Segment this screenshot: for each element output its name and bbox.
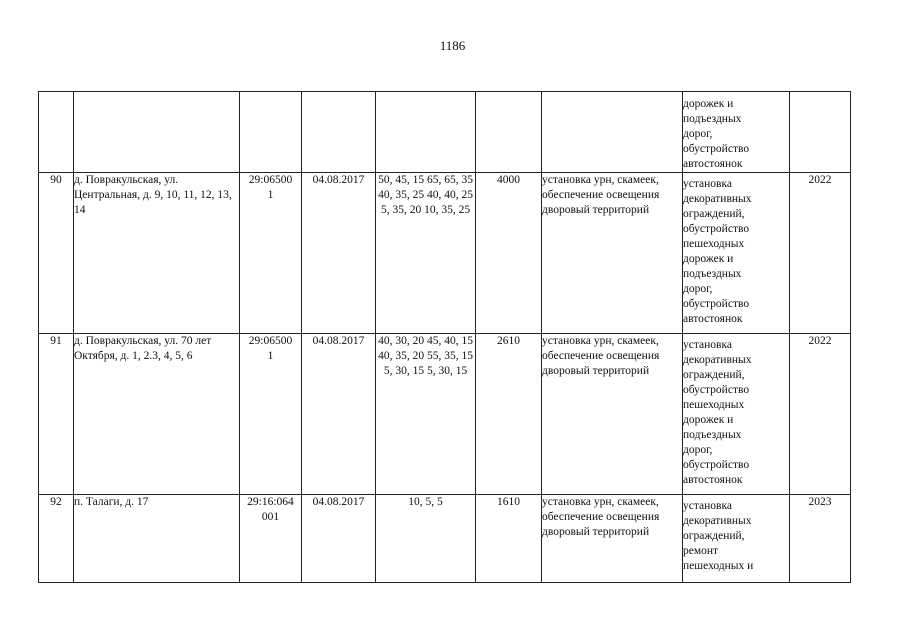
date-cell: 04.08.2017 <box>302 495 376 583</box>
cadastral-line: 29:16:064 <box>247 496 294 508</box>
table-row <box>39 173 851 334</box>
year-cell: 2022 <box>790 173 851 334</box>
area-cell: 2610 <box>476 334 542 495</box>
segments-cell <box>376 92 476 173</box>
additional-works-line: пешеходных <box>683 238 745 250</box>
cadastral-cell <box>240 495 302 583</box>
additional-works-line: автостоянок <box>683 158 743 170</box>
additional-works-line: пешеходных <box>683 399 745 411</box>
date-cell: 04.08.2017 <box>302 334 376 495</box>
additional-works-line: ремонт <box>683 545 719 557</box>
address-cell: д. Повракульская, ул. 70 лет Октября, д. 1, 2.3, 4, 5, 6 <box>74 334 240 495</box>
cadastral-line: 1 <box>267 189 274 201</box>
cadastral-cell <box>240 92 302 173</box>
additional-works-cell <box>683 495 790 583</box>
table-row <box>39 92 851 173</box>
segments-cell: 10, 5, 5 <box>376 495 476 583</box>
additional-works-line: автостоянок <box>683 313 743 325</box>
additional-works-line: дорожек и <box>683 253 734 265</box>
additional-works-line: декоративных <box>683 354 752 366</box>
additional-works-line: обустройство <box>683 459 750 471</box>
additional-works-cell <box>683 173 790 334</box>
additional-works-line: подъездных <box>683 429 742 441</box>
minimal-works-cell: установка урн, скамеек, обеспечение освещения дворовый территорий <box>542 495 683 583</box>
additional-works-line: обустройство <box>683 384 750 396</box>
segments-cell: 40, 30, 20 45, 40, 15 40, 35, 20 55, 35, 15 5, 30, 15 5, 30, 15 <box>376 334 476 495</box>
row-number <box>39 92 74 173</box>
address-cell: п. Талаги, д. 17 <box>74 495 240 583</box>
year-cell: 2022 <box>790 334 851 495</box>
additional-works-line: установка <box>683 178 732 190</box>
registry-table <box>38 91 851 583</box>
cadastral-line: 001 <box>261 511 280 523</box>
page-number: 1186 <box>439 38 466 53</box>
segments-cell: 50, 45, 15 65, 65, 35 40, 35, 25 40, 40, 25 5, 35, 20 10, 35, 25 <box>376 173 476 334</box>
year-cell <box>790 92 851 173</box>
additional-works-line: дорожек и <box>683 98 734 110</box>
area-cell: 1610 <box>476 495 542 583</box>
minimal-works-cell <box>542 92 683 173</box>
minimal-works-cell: установка урн, скамеек, обеспечение освещения дворовый территорий <box>542 173 683 334</box>
additional-works-line: пешеходных и <box>683 560 754 572</box>
row-number: 92 <box>39 495 74 583</box>
date-cell <box>302 92 376 173</box>
table-row <box>39 495 851 583</box>
additional-works-line: установка <box>683 500 732 512</box>
additional-works-line: дорог, <box>683 444 713 456</box>
cadastral-cell <box>240 173 302 334</box>
additional-works-line: ограждений, <box>683 208 745 220</box>
additional-works-line: ограждений, <box>683 530 745 542</box>
additional-works-line: обустройство <box>683 298 750 310</box>
additional-works-line: автостоянок <box>683 474 743 486</box>
cadastral-line: 29:06500 <box>248 174 293 186</box>
cadastral-line: 29:06500 <box>248 335 293 347</box>
additional-works-line: обустройство <box>683 143 750 155</box>
additional-works-cell <box>683 92 790 173</box>
cadastral-line: 1 <box>267 350 274 362</box>
table-row <box>39 334 851 495</box>
minimal-works-cell: установка урн, скамеек, обеспечение освещения дворовый территорий <box>542 334 683 495</box>
additional-works-line: установка <box>683 339 732 351</box>
address-cell: д. Повракульская, ул. Центральная, д. 9, 10, 11, 12, 13, 14 <box>74 173 240 334</box>
additional-works-cell <box>683 334 790 495</box>
additional-works-line: подъездных <box>683 113 742 125</box>
date-cell: 04.08.2017 <box>302 173 376 334</box>
area-cell: 4000 <box>476 173 542 334</box>
additional-works-line: ограждений, <box>683 369 745 381</box>
additional-works-line: подъездных <box>683 268 742 280</box>
additional-works-line: дорожек и <box>683 414 734 426</box>
row-number: 90 <box>39 173 74 334</box>
additional-works-line: дорог, <box>683 283 713 295</box>
additional-works-line: декоративных <box>683 515 752 527</box>
address-cell <box>74 92 240 173</box>
additional-works-line: декоративных <box>683 193 752 205</box>
additional-works-line: дорог, <box>683 128 713 140</box>
row-number: 91 <box>39 334 74 495</box>
year-cell: 2023 <box>790 495 851 583</box>
area-cell <box>476 92 542 173</box>
cadastral-cell <box>240 334 302 495</box>
additional-works-line: обустройство <box>683 223 750 235</box>
